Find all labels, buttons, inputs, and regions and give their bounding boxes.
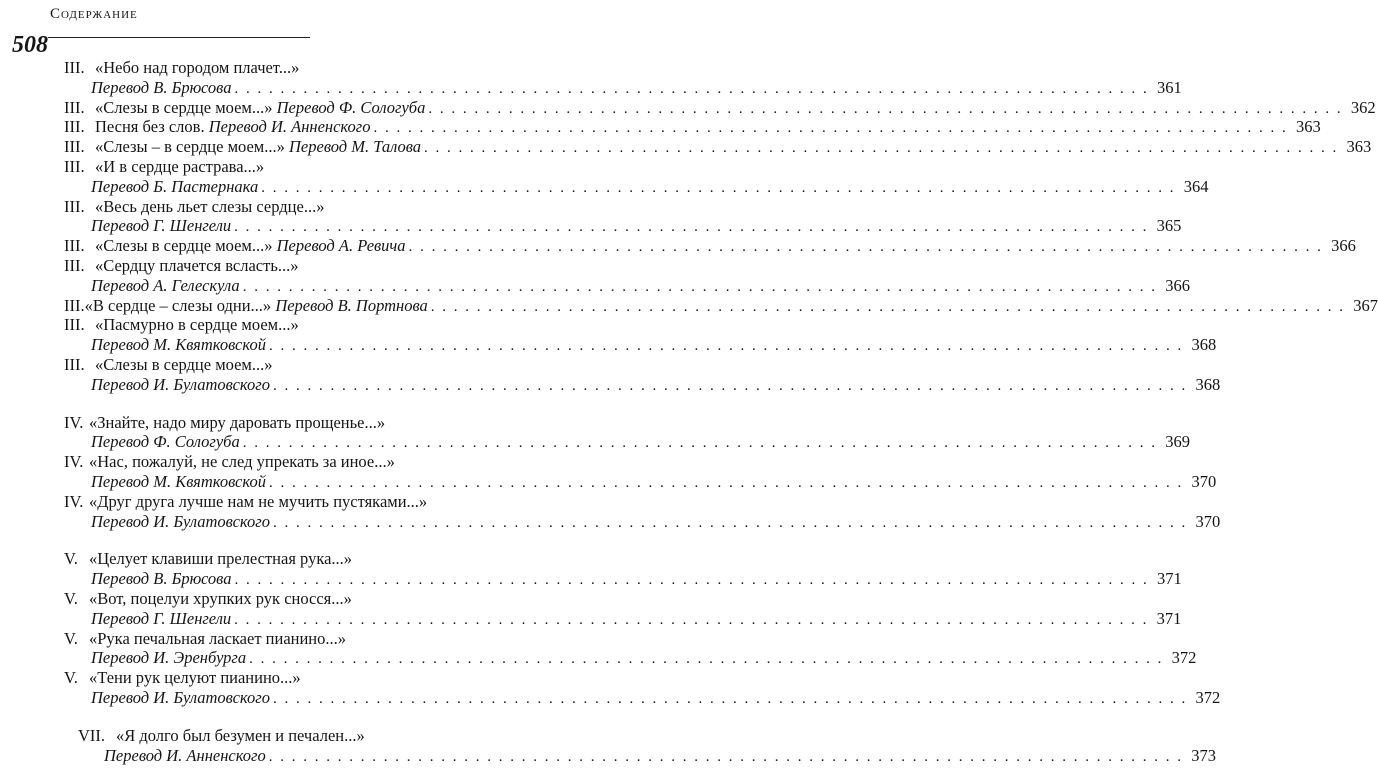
toc-entry — [0, 628, 1197, 669]
entry-translator-line — [0, 432, 1190, 452]
entry-translator-line — [0, 745, 1216, 766]
entry-title-line — [0, 157, 560, 177]
roman-numeral: V. — [64, 628, 78, 648]
translator-name: Перевод М. Квятковской — [91, 471, 266, 491]
toc-entry — [0, 725, 1216, 766]
translator-name: Перевод В. Портнова — [275, 295, 428, 315]
dot-leader: . . . . . . . . . . . . . . . . . . . . . . . . . . . . . . . . . . . . . . . . . . . . . . . . . . . . . . . . . . . . . . . . . . . . . . . . . . . . . . . . — [242, 278, 1157, 295]
poem-title: «Сердцу плачется всласть...» — [95, 255, 299, 275]
translator-name: Перевод В. Брюсова — [91, 77, 232, 97]
toc-entry — [0, 668, 1221, 708]
toc-entry — [0, 97, 1376, 118]
poem-title: «И в сердце растрава...» — [95, 156, 265, 176]
page-ref: 368 — [1191, 335, 1217, 355]
roman-numeral: III. — [64, 137, 85, 157]
toc-entry — [0, 354, 1221, 395]
page-ref: 363 — [1295, 117, 1321, 137]
entry-title-line — [0, 452, 560, 472]
page-ref: 370 — [1195, 511, 1221, 531]
entry-translator-line — [0, 374, 1221, 395]
entry-title-line — [0, 355, 560, 375]
entry-translator-line — [0, 648, 1197, 668]
roman-numeral: III. — [64, 354, 85, 374]
section-title: Содержание — [50, 6, 138, 22]
translator-name: Перевод И. Булатовского — [91, 511, 270, 531]
poem-title: «Слезы в сердце моем...» — [95, 97, 273, 117]
dot-leader: . . . . . . . . . . . . . . . . . . . . . . . . . . . . . . . . . . . . . . . . . . . . . . . . . . . . . . . . . . . . . . . . . . . . . . . . . . . . . . . . — [272, 690, 1188, 707]
entry-title-line — [0, 413, 560, 433]
toc-entry — [0, 588, 1182, 629]
poem-title: «Небо над городом плачет...» — [95, 58, 300, 77]
toc-entry — [0, 412, 1190, 453]
entry-title-line — [0, 197, 560, 217]
translator-name: Перевод Г. Шенгели — [91, 216, 232, 236]
toc-entry — [0, 196, 1182, 237]
roman-numeral: III. — [64, 97, 85, 117]
translator-name: Перевод В. Брюсова — [91, 569, 232, 589]
toc-entry — [0, 549, 1182, 589]
translator-name: Перевод А. Ревича — [276, 236, 406, 256]
entry-line — [0, 295, 1378, 316]
toc-entry — [0, 491, 1221, 532]
dot-leader: . . . . . . . . . . . . . . . . . . . . . . . . . . . . . . . . . . . . . . . . . . . . . . . . . . . . . . . . . . . . . . . . . . . . . . . . . . . . . . . . — [272, 514, 1188, 531]
running-header — [48, 6, 308, 23]
dot-leader: . . . . . . . . . . . . . . . . . . . . . . . . . . . . . . . . . . . . . . . . . . . . . . . . . . . . . . . . . . . . . . . . . . . . . . . . . . . . . . . . — [234, 219, 1149, 236]
entry-title-line — [0, 492, 560, 512]
toc-entry — [0, 255, 1190, 296]
entry-translator-line — [0, 216, 1182, 236]
page-ref: 372 — [1171, 648, 1197, 668]
roman-numeral: III. — [64, 156, 85, 176]
translator-name: Перевод М. Талова — [289, 137, 422, 157]
dot-leader: . . . . . . . . . . . . . . . . . . . . . . . . . . . . . . . . . . . . . . . . . . . . . . . . . . . . . . . . . . . . . . . . . . . . . . . . . . . . . . . . — [234, 572, 1149, 589]
entry-line — [0, 117, 1321, 137]
toc-entry — [0, 117, 1321, 137]
dot-leader: . . . . . . . . . . . . . . . . . . . . . . . . . . . . . . . . . . . . . . . . . . . . . . . . . . . . . . . . . . . . . . . . . . . . . . . . . . . . . . . . — [272, 377, 1188, 394]
dot-leader: . . . . . . . . . . . . . . . . . . . . . . . . . . . . . . . . . . . . . . . . . . . . . . . . . . . . . . . . . . . . . . . . . . . . . . . . . . . . . . . . — [268, 338, 1184, 355]
toc-entry — [0, 236, 1356, 256]
dot-leader: . . . . . . . . . . . . . . . . . . . . . . . . . . . . . . . . . . . . . . . . . . . . . . . . . . . . . . . . . . . . . . . . . . . . . . . . . . . . . . . . — [249, 651, 1164, 668]
page-ref: 363 — [1346, 137, 1372, 157]
roman-numeral: V. — [64, 668, 78, 688]
dot-leader: . . . . . . . . . . . . . . . . . . . . . . . . . . . . . . . . . . . . . . . . . . . . . . . . . . . . . . . . . . . . . . . . . . . . . . . . . . . . . . . . — [430, 298, 1346, 315]
dot-leader: . . . . . . . . . . . . . . . . . . . . . . . . . . . . . . . . . . . . . . . . . . . . . . . . . . . . . . . . . . . . . . . . . . . . . . . . . . . . . . . . — [268, 748, 1183, 765]
entry-line — [0, 236, 1356, 256]
entry-title-line — [0, 549, 560, 569]
page-number: 508 — [12, 32, 48, 58]
entry-line — [0, 137, 1372, 157]
roman-numeral: VII. — [78, 725, 106, 745]
entry-translator-line — [0, 77, 1182, 98]
page-ref: 366 — [1331, 236, 1356, 256]
poem-title: «Слезы в сердце моем...» — [95, 354, 273, 374]
toc-group — [0, 58, 1378, 395]
entry-translator-line — [0, 335, 1217, 355]
page-ref: 366 — [1165, 275, 1190, 295]
table-of-contents — [0, 58, 1378, 783]
dot-leader: . . . . . . . . . . . . . . . . . . . . . . . . . . . . . . . . . . . . . . . . . . . . . . . . . . . . . . . . . . . . . . . . . . . . . . . . . . . . . . . . — [428, 100, 1343, 117]
toc-entry — [0, 452, 1217, 492]
entry-title-line — [0, 726, 560, 746]
page-ref: 367 — [1353, 295, 1378, 315]
translator-name: Перевод Г. Шенгели — [91, 608, 232, 628]
toc-entry — [0, 315, 1217, 355]
page-ref: 371 — [1156, 569, 1182, 589]
entry-title-line — [0, 58, 560, 78]
poem-title: «Знайте, надо миру даровать прощенье...» — [89, 412, 386, 432]
page-ref: 365 — [1156, 216, 1182, 236]
page-ref: 372 — [1195, 687, 1221, 707]
toc-group — [0, 412, 1221, 532]
entry-translator-line — [0, 687, 1221, 708]
toc-group — [0, 725, 1216, 766]
entry-translator-line — [0, 569, 1182, 589]
poem-title: «В сердце – слезы одни...» — [84, 295, 272, 315]
dot-leader: . . . . . . . . . . . . . . . . . . . . . . . . . . . . . . . . . . . . . . . . . . . . . . . . . . . . . . . . . . . . . . . . . . . . . . . . . . . . . . . . — [234, 611, 1149, 628]
roman-numeral: III. — [64, 236, 85, 256]
translator-name: Перевод А. Гелескула — [91, 275, 240, 295]
entry-translator-line — [0, 608, 1182, 629]
entry-title-line — [0, 315, 560, 335]
translator-name: Перевод Б. Пастернака — [91, 176, 259, 196]
page-ref: 368 — [1195, 374, 1221, 394]
translator-name: Перевод М. Квятковской — [91, 335, 266, 355]
entry-translator-line — [0, 176, 1209, 197]
roman-numeral: III. — [64, 255, 85, 275]
toc-entry — [0, 58, 1182, 98]
dot-leader: . . . . . . . . . . . . . . . . . . . . . . . . . . . . . . . . . . . . . . . . . . . . . . . . . . . . . . . . . . . . . . . . . . . . . . . . . . . . . . . . — [373, 120, 1288, 137]
translator-name: Перевод Ф. Сологуба — [91, 432, 240, 452]
page-ref: 371 — [1156, 608, 1182, 628]
page-ref: 373 — [1191, 745, 1216, 765]
page-ref: 362 — [1350, 97, 1376, 117]
roman-numeral: IV. — [64, 452, 84, 472]
roman-numeral: V. — [64, 549, 78, 569]
poem-title: «Рука печальная ласкает пианино...» — [89, 628, 347, 648]
page-ref: 361 — [1156, 77, 1182, 97]
roman-numeral: III. — [64, 58, 85, 77]
entry-translator-line — [0, 275, 1190, 296]
translator-name: Перевод И. Булатовского — [91, 687, 270, 707]
poem-title: Песня без слов. — [95, 117, 205, 137]
entry-title-line — [0, 668, 560, 688]
page-ref: 364 — [1183, 176, 1209, 196]
poem-title: «Весь день льет слезы сердце...» — [95, 196, 325, 216]
roman-numeral: IV. — [64, 491, 84, 511]
poem-title: «Слезы – в сердце моем...» — [95, 137, 285, 157]
translator-name: Перевод И. Эренбурга — [91, 648, 247, 668]
toc-group — [0, 549, 1221, 707]
roman-numeral: III. — [64, 295, 85, 315]
dot-leader: . . . . . . . . . . . . . . . . . . . . . . . . . . . . . . . . . . . . . . . . . . . . . . . . . . . . . . . . . . . . . . . . . . . . . . . . . . . . . . . . — [242, 435, 1157, 452]
dot-leader: . . . . . . . . . . . . . . . . . . . . . . . . . . . . . . . . . . . . . . . . . . . . . . . . . . . . . . . . . . . . . . . . . . . . . . . . . . . . . . . . — [234, 80, 1149, 97]
entry-translator-line — [0, 471, 1217, 492]
toc-entry — [0, 156, 1209, 197]
translator-name: Перевод Ф. Сологуба — [276, 97, 426, 117]
translator-name: Перевод И. Анненского — [208, 117, 371, 137]
entry-line — [0, 97, 1376, 118]
translator-name: Перевод И. Анненского — [104, 745, 266, 765]
entry-title-line — [0, 589, 560, 609]
dot-leader: . . . . . . . . . . . . . . . . . . . . . . . . . . . . . . . . . . . . . . . . . . . . . . . . . . . . . . . . . . . . . . . . . . . . . . . . . . . . . . . . — [261, 179, 1176, 196]
entry-title-line — [0, 629, 560, 649]
poem-title: «Вот, поцелуи хрупких рук сносся...» — [89, 588, 352, 608]
dot-leader: . . . . . . . . . . . . . . . . . . . . . . . . . . . . . . . . . . . . . . . . . . . . . . . . . . . . . . . . . . . . . . . . . . . . . . . . . . . . . . . . — [408, 239, 1323, 256]
roman-numeral: III. — [64, 315, 85, 335]
poem-title: «Я долго был безумен и печален...» — [116, 725, 365, 745]
toc-entry — [0, 137, 1372, 157]
poem-title: «Слезы в сердце моем...» — [95, 236, 273, 256]
poem-title: «Тени рук целуют пианино...» — [89, 668, 301, 688]
roman-numeral: V. — [64, 588, 78, 608]
poem-title: «Целует клавиши прелестная рука...» — [89, 549, 353, 569]
translator-name: Перевод И. Булатовского — [91, 374, 270, 394]
page-ref: 370 — [1191, 471, 1217, 491]
poem-title: «Друг друга лучше нам не мучить пустяками...» — [89, 491, 428, 511]
dot-leader: . . . . . . . . . . . . . . . . . . . . . . . . . . . . . . . . . . . . . . . . . . . . . . . . . . . . . . . . . . . . . . . . . . . . . . . . . . . . . . . . — [424, 140, 1339, 157]
entry-translator-line — [0, 511, 1221, 532]
dot-leader: . . . . . . . . . . . . . . . . . . . . . . . . . . . . . . . . . . . . . . . . . . . . . . . . . . . . . . . . . . . . . . . . . . . . . . . . . . . . . . . . — [268, 474, 1184, 491]
entry-title-line — [0, 256, 560, 276]
roman-numeral: III. — [64, 196, 85, 216]
header-rule — [48, 37, 310, 38]
poem-title: «Нас, пожалуй, не след упрекать за иное...» — [89, 452, 395, 472]
poem-title: «Пасмурно в сердце моем...» — [95, 315, 299, 335]
roman-numeral: IV. — [64, 412, 84, 432]
roman-numeral: III. — [64, 117, 85, 137]
page-ref: 369 — [1165, 432, 1190, 452]
toc-entry — [0, 295, 1378, 316]
